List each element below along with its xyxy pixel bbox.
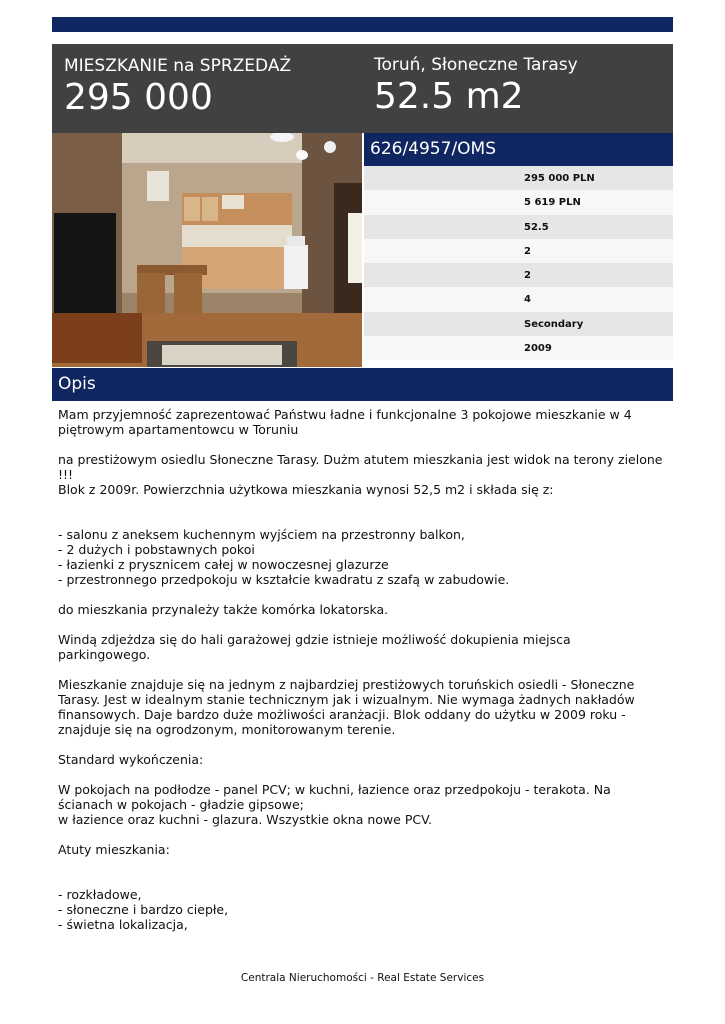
header-left [64, 56, 291, 118]
reference-bar [364, 133, 673, 166]
detail-value: 4 [524, 294, 531, 306]
description-text [58, 407, 664, 932]
listing-area: 52.5 m2 [374, 76, 524, 117]
header-right [374, 55, 578, 117]
listing-price: 295 000 [64, 77, 213, 118]
listing-header [52, 44, 673, 133]
description-paragraph: Atuty mieszkania: [58, 842, 170, 857]
description-paragraph: do mieszkania przynależy także komórka lokatorska. [58, 602, 389, 617]
details-row [364, 215, 673, 239]
details-row [364, 190, 673, 214]
description-paragraph: - salonu z aneksem kuchennym wyjściem na przestronny balkon, - 2 dużych i pobstawnych pokoi - łazienki z prysznicem całej w nowoczesnej glazurze - przestronnego przedpokoju w kształcie kwadratu z szafą w zabudowie. [58, 527, 510, 587]
description-paragraph: W pokojach na podłodze - panel PCV; w kuchni, łazience oraz przedpokoju - terakota. Na ścianach w pokojach - gładzie gipsowe; w łazience oraz kuchni - glazura. Wszystkie okna nowe PCV. [58, 782, 611, 827]
description-paragraph [58, 617, 664, 632]
description-paragraph [58, 512, 664, 527]
description-paragraph [58, 857, 664, 872]
apartment-photo [52, 133, 362, 367]
description-paragraph [58, 587, 664, 602]
details-row [364, 239, 673, 263]
description-header [52, 368, 673, 401]
description-paragraph [58, 662, 664, 677]
description-paragraph: na prestiżowym osiedlu Słoneczne Tarasy. Dużm atutem mieszkania jest widok na terony zielone !!! Blok z 2009r. Powierzchnia użytkowa mieszkania wynosi 52,5 m2 i składa się z: [58, 452, 663, 497]
listing-type: MIESZKANIE na SPRZEDAŻ [64, 56, 292, 76]
listing-location: Toruń, Słoneczne Tarasy [374, 55, 578, 75]
details-row [364, 312, 673, 336]
detail-price: 295 000 PLN [524, 173, 595, 184]
description-paragraph: Windą zdjeżdza się do hali garażowej gdzie istnieje możliwość dokupienia miejsca parkingowego. [58, 632, 571, 662]
description-paragraph: Mam przyjemność zaprezentować Państwu ładne i funkcjonalne 3 pokojowe mieszkanie w 4 piętrowym apartamentowcu w Toruniu [58, 407, 632, 437]
detail-price-per-m2: 5 619 PLN [524, 197, 581, 209]
details-row [364, 336, 673, 360]
description-paragraph [58, 737, 664, 752]
description-paragraph: Mieszkanie znajduje się na jednym z najbardziej prestiżowych toruńskich osiedli - Słoneczne Tarasy. Jest w idealnym stanie technicznym jak i wizualnym. Nie wymaga żadnych nakładów finansowych. Daje bardzo duże możliwości aranżacji. Blok oddany do użytku w 2009 roku - znajduje się na ogrodzonym, monitorowanym terenie. [58, 677, 635, 737]
description-paragraph: Standard wykończenia: [58, 752, 204, 767]
detail-market: Secondary [524, 318, 584, 330]
detail-area: 52.5 [524, 221, 549, 233]
top-accent-bar [52, 17, 673, 32]
section-title: Opis [58, 374, 96, 394]
description-paragraph [58, 872, 664, 887]
description-paragraph [58, 767, 664, 782]
page-footer: Centrala Nieruchomości - Real Estate Services [240, 972, 485, 984]
reference-number: 626/4957/OMS [370, 139, 497, 159]
detail-value: 2 [524, 270, 531, 282]
details-table [364, 166, 673, 360]
description-paragraph [58, 437, 664, 452]
details-row [364, 287, 673, 311]
description-paragraph [58, 497, 664, 512]
description-paragraph: - rozkładowe, - słoneczne i bardzo ciepłe, - świetna lokalizacja, [58, 887, 229, 932]
details-row [364, 263, 673, 287]
detail-value: 2 [524, 245, 531, 257]
description-paragraph [58, 827, 664, 842]
details-row [364, 166, 673, 190]
detail-year: 2009 [524, 343, 552, 355]
